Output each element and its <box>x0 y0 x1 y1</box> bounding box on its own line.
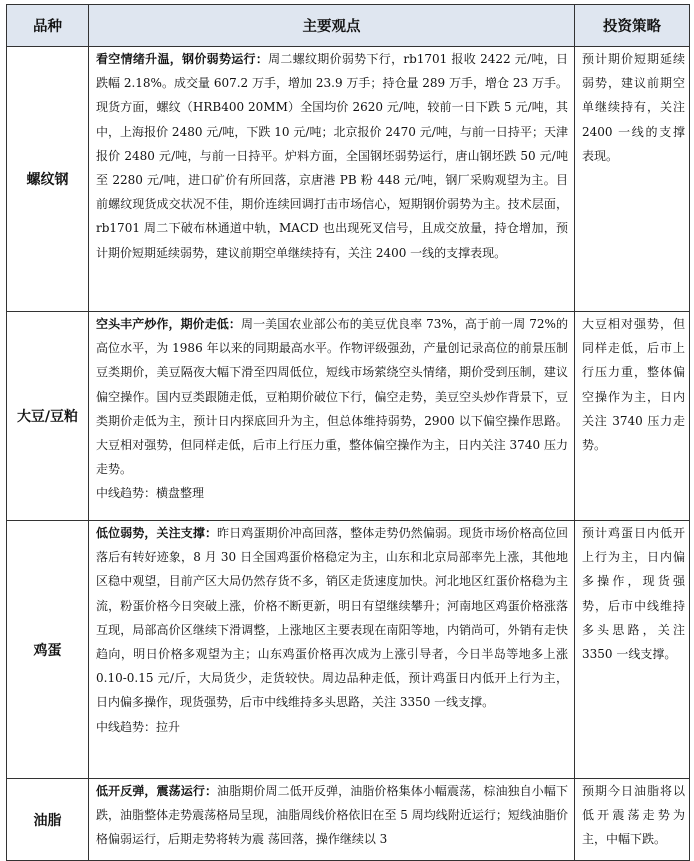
table-row-egg <box>7 521 690 779</box>
strategy-cell: 预计期价短期延续弱势，建议前期空单继续持有，关注 2400 一线的支撑表现。 <box>575 47 690 312</box>
trend-line: 中线趋势：拉升 <box>96 719 181 734</box>
main-view-cell <box>89 47 575 312</box>
variety-cell: 鸡蛋 <box>7 521 89 779</box>
research-table <box>6 4 690 861</box>
view-body: 昨日鸡蛋期价冲高回落，整体走势仍然偏弱。现货市场价格高位回落后有转好迹象，8 月 30 日全国鸡蛋价格稳定为主，山东和北京局部率先上涨，其他地区稳中观望，目前产区大局仍然存货不多，销区走货速度加快。河北地区红蛋价格稳为主流，粉蛋价格今日突破上涨，价格不断更新，明日有望继续攀升；河南地区鸡蛋价格涨落互现，局部高价区继续下滑调整，上涨地区主要表现在南阳等地，内销尚可，外销有走快趋向，明日价格多观望为主；山东鸡蛋价格再次成为上涨引导者，今日半岛等地多上涨 0.10-0.15 元/斤，大局货少，走货较快。周边品种走低，预计鸡蛋日内低开上行为主，日内偏多操作，现货强势，后市中线维持多头思路，关注 3350 一线支撑。 <box>96 526 568 710</box>
header-row <box>7 5 690 47</box>
main-view-cell <box>89 312 575 521</box>
header-variety: 品种 <box>7 5 89 47</box>
table-row-rebar <box>7 47 690 312</box>
view-headline: 看空情绪升温，钢价弱势运行： <box>96 52 269 66</box>
variety-cell: 大豆/豆粕 <box>7 312 89 521</box>
header-main-view: 主要观点 <box>89 5 575 47</box>
strategy-cell: 大豆相对强势，但同样走低，后市上行压力重，整体偏空操作为主，日内关注 3740 压力走势。 <box>575 312 690 521</box>
trend-line: 中线趋势：横盘整理 <box>96 486 205 501</box>
header-strategy: 投资策略 <box>575 5 690 47</box>
strategy-cell: 预计鸡蛋日内低开上行为主，日内偏多操作，现货强势，后市中线维持多头思路，关注 3350 一线支撑。 <box>575 521 690 779</box>
view-body: 周二螺纹期价弱势下行，rb1701 报收 2422 元/吨，日跌幅 2.18%。成交量 607.2 万手，增加 23.9 万手；持仓量 289 万手，增仓 23 万手。现货方面，螺纹（HRB400 20MM）全国均价 2620 元/吨，较前一日下跌 5 元/吨，其中，上海报价 2480 元/吨，下跌 10 元/吨；北京报价 2470 元/吨，与前一日持平；天津报价 2480 元/吨，与前一日持平。炉料方面，全国钢坯弱势运行，唐山钢坯跌 50 元/吨至 2280 元/吨，进口矿价有所回落，京唐港 PB 粉 448 元/吨，钢厂采购观望为主。目前螺纹现货成交状况不佳，期价连续回调打击市场信心，短期钢价弱势为主。技术层面，rb1701 周二下破布林通道中轨，MACD 也出现死叉信号，且成交放量，持仓增加，预计期价短期延续弱势，建议前期空单继续持有，关注 2400 一线的支撑表现。 <box>96 52 568 260</box>
main-view-cell <box>89 521 575 779</box>
view-body: 油脂期价周二低开反弹，油脂价格集体小幅震荡，棕油独自小幅下跌，油脂整体走势震荡格局呈现，油脂周线价格依旧在至 5 周均线附近运行；短线油脂价格偏弱运行，后期走势将转为震 荡回落，操作继续以 3 <box>96 784 568 847</box>
view-body: 周一美国农业部公布的美豆优良率 73%，高于前一周 72%的高位水平，为 1986 年以来的同期最高水平。作物评级强劲，产量创记录高位的前景压制豆类期价，美豆隔夜大幅下滑至四周低位，短线市场萦绕空头情绪，期价受到压制，建议偏空操作。国内豆类跟随走低，豆粕期价破位下行，偏空走势，美豆空头炒作背景下，豆类期价走低为主，预计日内探底回升为主，但总体维持弱势，2900 以下偏空操作思路。大豆相对强势，但同样走低，后市上行压力重，整体偏空操作为主，日内关注 3740 压力走势。 <box>96 317 568 477</box>
view-headline: 低开反弹，震荡运行： <box>96 784 218 798</box>
main-view-cell <box>89 779 575 861</box>
view-headline: 空头丰产炒作，期价走低： <box>96 317 241 331</box>
variety-cell: 油脂 <box>7 779 89 861</box>
table-row-soybean <box>7 312 690 521</box>
view-headline: 低位弱势，关注支撑： <box>96 526 218 540</box>
table-row-oils <box>7 779 690 861</box>
strategy-cell: 预期今日油脂将以低开震荡走势为主，中幅下跌。 <box>575 779 690 861</box>
variety-cell: 螺纹钢 <box>7 47 89 312</box>
